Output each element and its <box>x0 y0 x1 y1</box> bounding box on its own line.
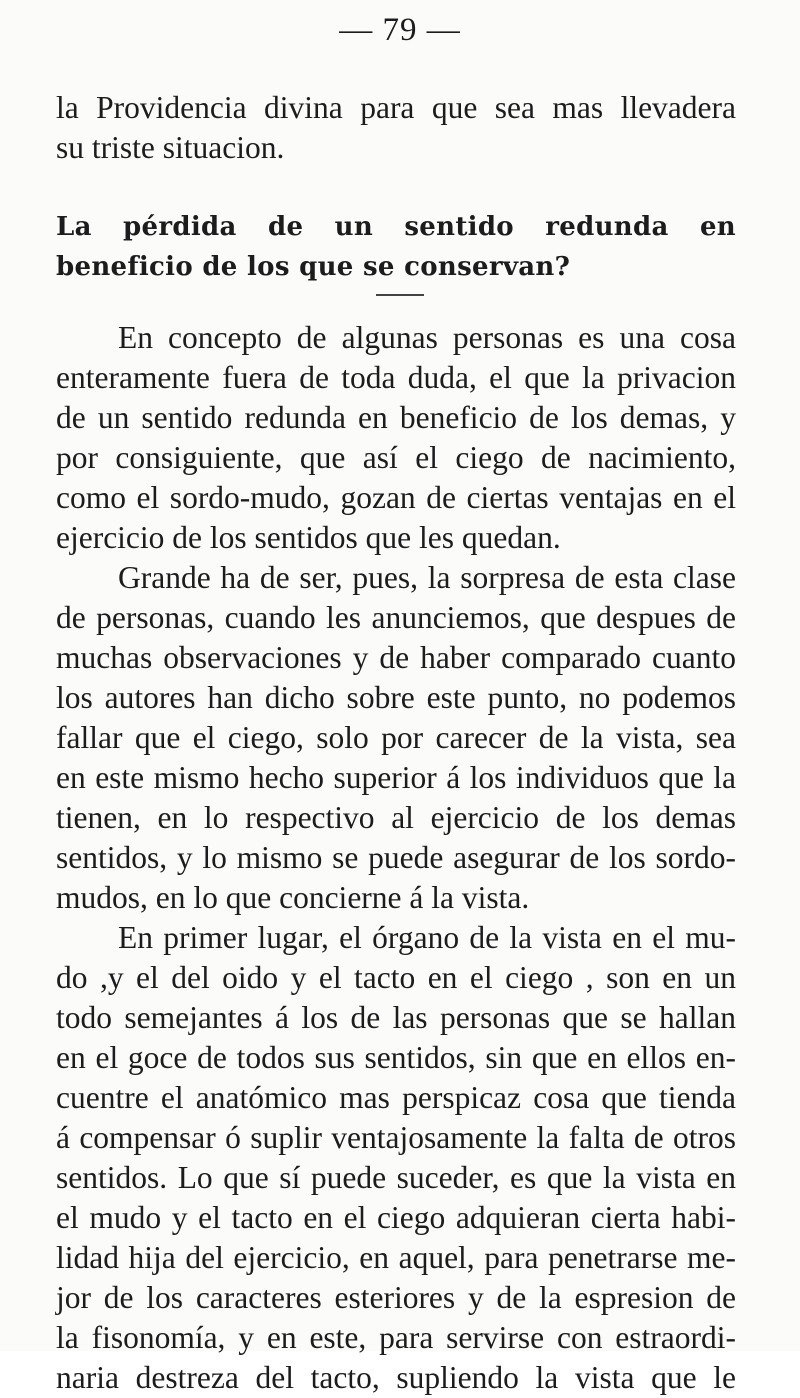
text-line: lidad hija del ejercicio, en aquel, para penetrarse me- <box>56 1240 736 1275</box>
section-heading <box>56 207 736 287</box>
text-line: Grande ha de ser, pues, la sorpresa de esta clase <box>118 560 736 595</box>
text-line: enteramente fuera de toda duda, el que la privacion <box>56 360 736 395</box>
text-line: En concepto de algunas personas es una cosa <box>118 320 736 355</box>
text-line: cuentre el anatómico mas perspicaz cosa que tienda <box>56 1080 736 1115</box>
text-line: ejercicio de los sentidos que les quedan. <box>56 520 561 555</box>
text-line: por consiguiente, que así el ciego de nacimiento, <box>56 440 736 475</box>
text-line: jor de los caracteres esteriores y de la espresion de <box>56 1280 736 1315</box>
text-line: tienen, en lo respectivo al ejercicio de los demas <box>56 800 736 835</box>
text-line: la Providencia divina para que sea mas llevadera <box>56 90 736 125</box>
text-line: su triste situacion. <box>56 130 285 165</box>
text-line: naria destreza del tacto, supliendo la vista que le <box>56 1360 736 1395</box>
text-line: de un sentido redunda en beneficio de los demas, y <box>56 400 736 435</box>
text-line: de personas, cuando les anunciemos, que despues de <box>56 600 736 635</box>
heading-line: beneficio de los que se conservan? <box>56 252 571 282</box>
paragraph-1 <box>56 318 736 558</box>
intro-text <box>56 88 736 168</box>
text-line: todo semejantes á los de las personas que se hallan <box>56 1000 736 1035</box>
text-line: do ,y el del oido y el tacto en el ciego , son en un <box>56 960 736 995</box>
paragraph-3 <box>56 918 736 1398</box>
paragraph-2 <box>56 558 736 918</box>
text-line: á compensar ó suplir ventajosamente la falta de otros <box>56 1120 736 1155</box>
text-line: mudos, en lo que concierne á la vista. <box>56 880 530 915</box>
text-line: muchas observaciones y de haber comparado cuanto <box>56 640 736 675</box>
text-line: fallar que el ciego, solo por carecer de la vista, sea <box>56 720 736 755</box>
text-line: sentidos. Lo que sí puede suceder, es que la vista en <box>56 1160 736 1195</box>
section-divider <box>376 294 424 296</box>
text-line: sentidos, y lo mismo se puede asegurar de los sordo- <box>56 840 736 875</box>
text-line: en este mismo hecho superior á los individuos que la <box>56 760 736 795</box>
page-number: — 79 — <box>339 12 461 48</box>
text-line: los autores han dicho sobre este punto, no podemos <box>56 680 736 715</box>
text-line: como el sordo-mudo, gozan de ciertas ventajas en el <box>56 480 736 515</box>
heading-line: La pérdida de un sentido redunda en <box>56 212 736 242</box>
text-line: en el goce de todos sus sentidos, sin que en ellos en- <box>56 1040 736 1075</box>
text-line: el mudo y el tacto en el ciego adquieran cierta habi- <box>56 1200 736 1235</box>
text-line: la fisonomía, y en este, para servirse con estraordi- <box>56 1320 736 1355</box>
body-text <box>56 318 736 1398</box>
text-line: En primer lugar, el órgano de la vista en el mu- <box>118 920 736 955</box>
